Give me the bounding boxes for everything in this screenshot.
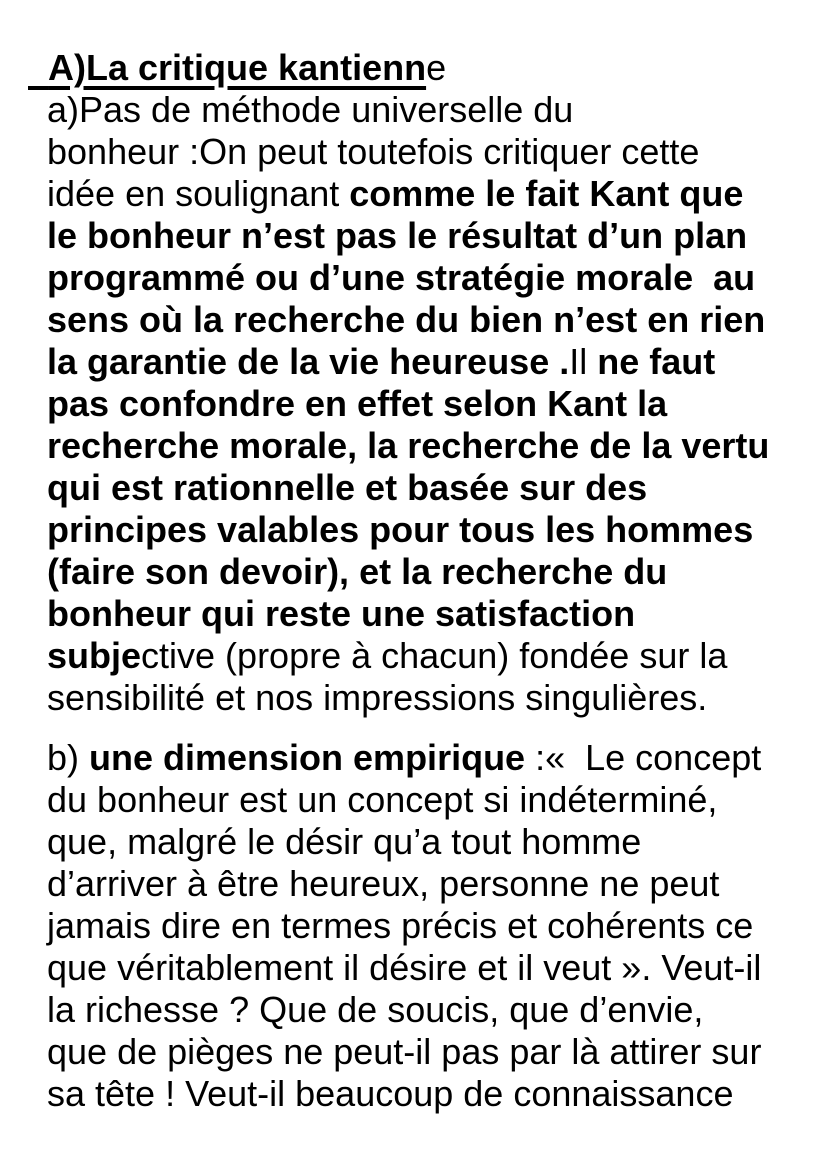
text-run: Il [569, 341, 588, 382]
text-run: :« Le concept du bonheur est un concept si indéterminé, que, malgré le désir qu’a tout homme d’arriver à être heureux, personne ne peut jamais dire en termes précis et cohérents ce que véritablement il désire et il veut ». Veut-il la richesse ? Que de soucis, que d’envie, que de pièges ne peut-il pas par là attirer sur sa tête ! Veut-il beaucoup de connaissance [47, 737, 772, 1114]
text-run: comme le fait Kant que le bonheur n’est pas le résultat d’un plan programmé ou d’une stratégie morale au sens où la recherche du bien n’est en rien la garantie de la vie heureuse . [47, 173, 776, 382]
section-heading [28, 47, 772, 89]
text-run: b) [47, 737, 90, 778]
text-run: ne faut pas confondre en effet selon Kant la recherche morale, la recherche de la vertu qui est rationnelle et basée sur des principes valables pour tous les hommes (faire son devoir), et la recherche du bonheur qui reste une satisfaction subje [47, 341, 780, 676]
text-run: A)La critique kantienn [28, 47, 427, 88]
paragraph-kant-critique [47, 89, 780, 719]
text-run: e [426, 47, 447, 88]
text-run: une dimension empirique [89, 737, 526, 778]
text-run: a)Pas de méthode universelle du bonheur :On peut toutefois critiquer cette idée en soulignant [47, 89, 710, 214]
paragraph-empirical-dimension [47, 737, 772, 1115]
text-run: ctive (propre à chacun) fondée sur la sensibilité et nos impressions singulières. [47, 635, 738, 718]
